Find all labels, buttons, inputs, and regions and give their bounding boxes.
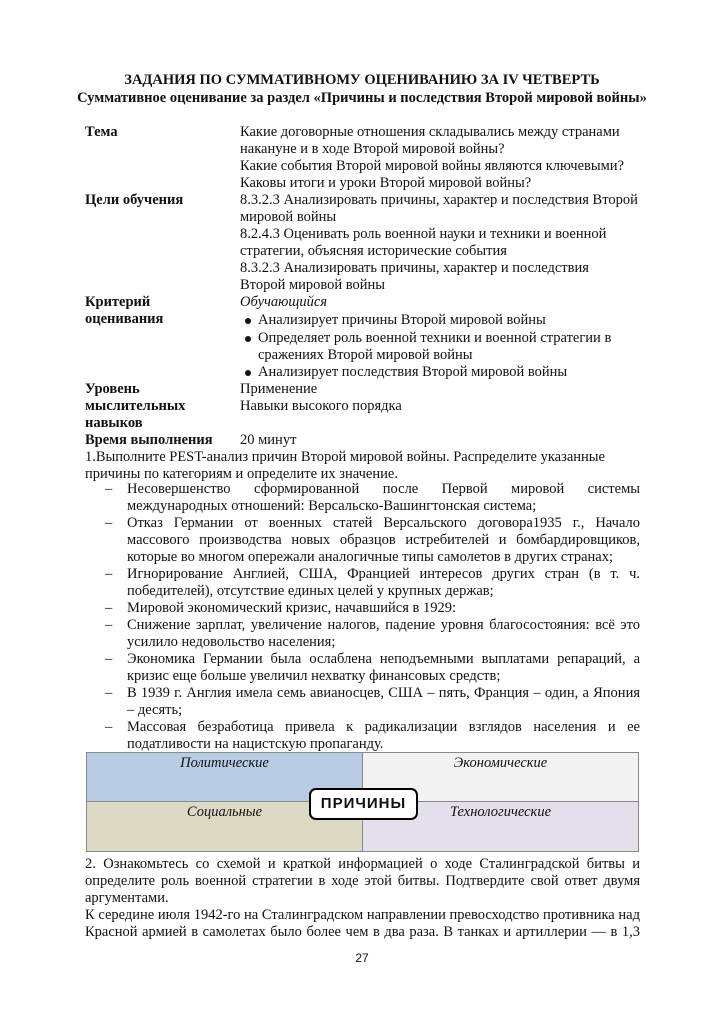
cause-item: – Массовая безработица привела к радикализации взглядов населения и ее податливости на нацистскую пропаганду. bbox=[105, 719, 640, 752]
level-label-line: мыслительных bbox=[85, 398, 186, 414]
page-title: ЗАДАНИЯ ПО СУММАТИВНОМУ ОЦЕНИВАНИЮ ЗА IV ЧЕТВЕРТЬ bbox=[124, 72, 600, 88]
cause-item: – Экономика Германии была ослаблена неподъемными выплатами репараций, а кризис еще больше увеличил нехватку финансовых средств; bbox=[105, 651, 640, 684]
quadrant-economic-label: Экономические bbox=[453, 755, 548, 771]
causes-center-box: ПРИЧИНЫ bbox=[309, 788, 418, 820]
level-label-line: навыков bbox=[85, 415, 143, 431]
cause-line: Игнорирование Англией, США, Францией интересов других стран (в т. ч. bbox=[127, 566, 640, 582]
goal-line: 8.3.2.3 Анализировать причины, характер и последствия Второй bbox=[240, 192, 638, 208]
level-value: Применение bbox=[240, 381, 318, 397]
criteria-bullet-text: Определяет роль военной техники и военной стратегии в bbox=[258, 330, 612, 346]
criteria-bullet-cont: сражениях Второй мировой войны bbox=[258, 347, 473, 363]
bullet-icon bbox=[245, 336, 251, 342]
criteria-bullet bbox=[258, 330, 658, 347]
topic-line: Какие договорные отношения складывались между странами bbox=[240, 124, 620, 140]
quadrant-social-label: Социальные bbox=[186, 804, 263, 820]
criteria-label-line: Критерий bbox=[85, 294, 151, 310]
topic-line: Какие события Второй мировой войны являются ключевыми? bbox=[240, 158, 624, 174]
quadrant-political-label: Политические bbox=[180, 755, 269, 771]
bullet-icon bbox=[245, 370, 251, 376]
topic-text bbox=[240, 124, 650, 192]
criteria-bullet-text: Анализирует причины Второй мировой войны bbox=[258, 312, 546, 328]
level-label-line: Уровень bbox=[85, 381, 140, 397]
cause-line: Отказ Германии от военных статей Версальского договора1935 г., Начало bbox=[127, 515, 640, 531]
goals-text bbox=[240, 192, 650, 294]
cause-item: – Несовершенство сформированной после Первой мировой системы международных отношений: Версальско-Вашингтонская система; bbox=[105, 481, 640, 514]
task1-intro: причины по категориям и определите их значение. bbox=[85, 466, 398, 482]
goal-line: стратегии, объясняя исторические события bbox=[240, 243, 507, 259]
cause-line: В 1939 г. Англия имела семь авианосцев, США – пять, Франция – один, а Япония bbox=[127, 685, 640, 701]
goal-line: Второй мировой войны bbox=[240, 277, 386, 293]
bullet-icon bbox=[245, 318, 251, 324]
task2-line: 2. Ознакомьтесь со схемой и краткой информацией о ходе Сталинградской битвы и bbox=[85, 856, 640, 872]
cause-line: Массовая безработица привела к радикализации взглядов населения и ее bbox=[127, 719, 640, 735]
time-label: Время выполнения bbox=[85, 432, 213, 448]
cause-line: международных отношений: Версальско-Вашингтонская система; bbox=[127, 498, 537, 514]
time-value: 20 минут bbox=[240, 432, 297, 448]
cause-item: – Отказ Германии от военных статей Версальского договора1935 г., Начало массового производства новых образцов истребителей и бомбардировщиков, которые во многом опережали аналогичные типы самолетов в других странах; bbox=[105, 515, 640, 565]
cause-item: – Снижение зарплат, увеличение налогов, падение уровня благосостояния: всё это усилило недовольство населения; bbox=[105, 617, 640, 650]
cause-line: – десять; bbox=[127, 702, 183, 718]
criteria-label-line: оценивания bbox=[85, 311, 164, 327]
task2-line: К середине июля 1942-го на Сталинградском направлении превосходство противника над bbox=[85, 907, 640, 923]
task2-line: определите роль военной стратегии в ходе этой битвы. Подтвердите свой ответ двумя bbox=[85, 873, 640, 889]
quadrant-technological-label: Технологические bbox=[449, 804, 552, 820]
goal-line: 8.2.4.3 Оценивать роль военной науки и техники и военной bbox=[240, 226, 607, 242]
topic-line: Каковы итоги и уроки Второй мировой войны? bbox=[240, 175, 532, 191]
cause-item: – Мировой экономический кризис, начавшийся в 1929: bbox=[127, 600, 640, 617]
cause-line: Экономика Германии была ослаблена неподъемными выплатами репараций, а bbox=[127, 651, 640, 667]
cause-line: Мировой экономический кризис, начавшийся в 1929: bbox=[127, 600, 457, 616]
task2-line: аргументами. bbox=[85, 890, 169, 906]
criteria-label bbox=[85, 294, 163, 328]
criteria-bullet bbox=[258, 364, 658, 381]
cause-item: – В 1939 г. Англия имела семь авианосцев, США – пять, Франция – один, а Япония – десять; bbox=[105, 685, 640, 718]
task1-intro: 1.Выполните PEST-анализ причин Второй мировой войны. Распределите указанные bbox=[85, 449, 605, 465]
page-subtitle: Суммативное оценивание за раздел «Причины и последствия Второй мировой войны» bbox=[77, 90, 647, 106]
goals-label: Цели обучения bbox=[85, 192, 184, 208]
cause-line: Несовершенство сформированной после Первой мировой системы bbox=[127, 481, 640, 497]
task2-line: Красной армией в самолетах было более чем в два раза. В танках и артиллерии — в 1,3 bbox=[85, 924, 640, 940]
page-number: 27 bbox=[355, 951, 369, 965]
topic-line: накануне и в ходе Второй мировой войны? bbox=[240, 141, 505, 157]
level-label bbox=[85, 381, 185, 432]
cause-line: массового производства новых образцов истребителей и бомбардировщиков, bbox=[127, 532, 640, 548]
criteria-intro: Обучающийся bbox=[240, 294, 328, 310]
cause-line: которые во многом опережали аналогичные типы самолетов в других странах; bbox=[127, 549, 614, 565]
cause-line: победителей), отсутствие единых целей у крупных держав; bbox=[127, 583, 494, 599]
cause-line: кризис еще больше увеличил нехватку финансовых средств; bbox=[127, 668, 501, 684]
topic-label: Тема bbox=[85, 124, 118, 140]
criteria-bullet bbox=[258, 312, 658, 329]
cause-line: податливости на нацистскую пропаганду. bbox=[127, 736, 384, 752]
cause-item: – Игнорирование Англией, США, Францией интересов других стран (в т. ч. победителей), отсутствие единых целей у крупных держав; bbox=[105, 566, 640, 599]
criteria-bullet-text: Анализирует последствия Второй мировой войны bbox=[258, 364, 568, 380]
goal-line: 8.3.2.3 Анализировать причины, характер и последствия bbox=[240, 260, 589, 276]
goal-line: мировой войны bbox=[240, 209, 337, 225]
level-value: Навыки высокого порядка bbox=[240, 398, 402, 414]
cause-line: Снижение зарплат, увеличение налогов, падение уровня благосостояния: всё это bbox=[127, 617, 640, 633]
cause-line: усилило недовольство населения; bbox=[127, 634, 336, 650]
